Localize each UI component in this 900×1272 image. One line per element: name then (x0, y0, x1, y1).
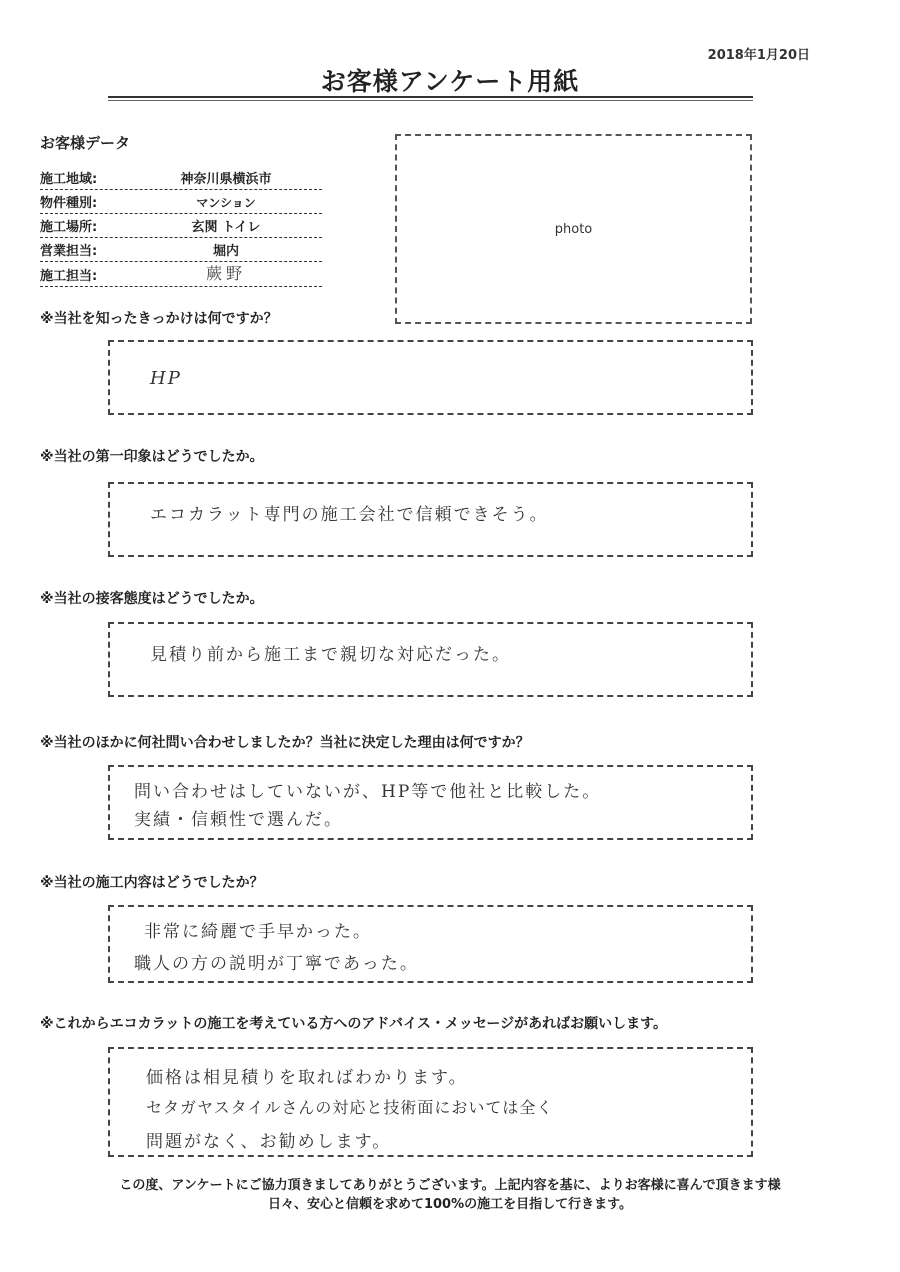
title-underline (108, 96, 753, 98)
answer-3-line-1: 見積り前から施工まで親切な対応だった。 (150, 645, 511, 665)
customer-data-heading: お客様データ (40, 134, 131, 152)
row-label: 営業担当: (40, 244, 98, 259)
row-value: 神奈川県横浜市 (180, 172, 272, 187)
row-label: 物件種別: (40, 196, 98, 211)
answer-4-line-2: 実績・信頼性で選んだ。 (134, 810, 343, 830)
question-3: ※当社の接客態度はどうでしたか。 (40, 591, 264, 607)
row-value-handwritten: 蕨野 (205, 264, 246, 283)
customer-row-area (40, 167, 322, 190)
question-6: ※これからエコカラットの施工を考えている方へのアドバイス・メッセージがあればお願いします。 (40, 1016, 667, 1032)
footer-line-2: 日々、安心と信頼を求めて100%の施工を目指して行きます。 (267, 1197, 633, 1212)
title-underline-thin (108, 100, 753, 101)
photo-placeholder (395, 134, 752, 324)
page-title: お客様アンケート用紙 (320, 67, 580, 96)
answer-box-2 (108, 482, 753, 557)
question-5: ※当社の施工内容はどうでしたか？ (40, 875, 264, 891)
answer-6-line-1: 価格は相見積りを取ればわかります。 (146, 1068, 468, 1088)
photo-label: photo (554, 222, 593, 237)
row-label: 施工場所: (40, 220, 98, 235)
customer-row-sales-rep (40, 239, 322, 262)
row-value: 玄関 トイレ (191, 220, 261, 235)
customer-row-installer (40, 264, 322, 287)
answer-2-line-1: エコカラット専門の施工会社で信頼できそう。 (150, 505, 549, 525)
answer-4-line-1: 問い合わせはしていないが、HP等で他社と比較した。 (134, 782, 602, 802)
answer-box-6 (108, 1047, 753, 1157)
answer-box-4 (108, 765, 753, 840)
row-value: マンション (196, 196, 256, 210)
customer-row-location (40, 215, 322, 238)
question-4: ※当社のほかに何社問い合わせしましたか？当社に決定した理由は何ですか？ (40, 735, 530, 751)
answer-1-line-1: HP (150, 368, 182, 389)
answer-box-1 (108, 340, 753, 415)
customer-row-property-type (40, 191, 322, 214)
answer-box-5 (108, 905, 753, 983)
question-1: ※当社を知ったきっかけは何ですか？ (40, 311, 278, 327)
answer-5-line-1: 非常に綺麗で手早かった。 (144, 922, 372, 942)
footer-line-1: この度、アンケートにご協力頂きましてありがとうございます。上記内容を基に、よりお客様に喜んで頂きます様 (119, 1178, 781, 1193)
row-label: 施工担当: (40, 269, 98, 284)
answer-6-line-3: 問題がなく、お勧めします。 (146, 1132, 392, 1152)
answer-box-3 (108, 622, 753, 697)
question-2: ※当社の第一印象はどうでしたか。 (40, 449, 264, 465)
row-value: 堀内 (212, 244, 239, 259)
survey-date: 2018年1月20日 (707, 48, 810, 63)
answer-5-line-2: 職人の方の説明が丁寧であった。 (134, 954, 419, 974)
answer-6-line-2: セタガヤスタイルさんの対応と技術面においては全く (146, 1098, 554, 1117)
row-label: 施工地域: (40, 172, 98, 187)
